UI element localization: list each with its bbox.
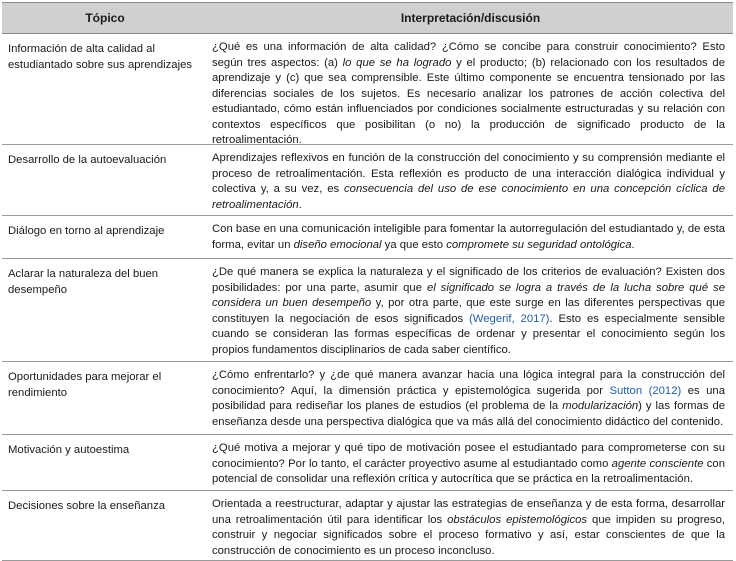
topic-cell: Aclarar la naturaleza del buen desempeño [8,268,159,296]
topic-cell: Información de alta calidad al estudiantado sobre sus aprendizajes [8,43,193,71]
header-topic: Tópico [85,11,125,25]
topic-cell: Diálogo en torno al aprendizaje [8,225,165,237]
table-row [2,216,733,259]
interpretation-cell: ¿Qué es una información de alta calidad? ¿Cómo se concibe para construir conocimiento? Esto según tres aspectos: (a) lo que se ha logrado y el producto; (b) relacionado con los resultados de aprendizaje y (c) que sea comprensible. Este último componente se encuentra tensionado por las diferencias sociales de los sujetos. Es necesario analizar los patrones de acción colectiva del estudiantado, cómo están influenciados por condiciones socialmente estructuradas y su relación con contextos específicos que posibilitan (o no) la producción de significado producto de la retroalimentación. [212,41,725,146]
topic-cell: Desarrollo de la autoevaluación [8,154,167,166]
table-row [2,34,733,145]
topics-table [2,2,733,561]
interpretation-cell: ¿De qué manera se explica la naturaleza y el significado de los criterios de evaluación? Existen dos posibilidades: por una parte, asumir que el significado se logra a través de la lucha sobre qué se considera un buen desempeño y, por otra parte, que este surge en las diferentes perspectivas que constituyen la negociación de esos significados (Wegerif, 2017). Esto es especialmente sensible cuando se consideran las formas específicas de ordenar y presentar el conocimiento según los propios fundamentos disciplinarios de cada saber científico. [212,266,726,356]
header-interpretation: Interpretación/discusión [400,11,541,25]
topic-cell: Oportunidades para mejorar el rendimiento [8,371,162,399]
table-header [2,2,733,34]
topic-cell: Motivación y autoestima [8,444,130,456]
interpretation-cell: Aprendizajes reflexivos en función de la construcción del conocimiento y su comprensión mediante el proceso de retroalimentación. Esta reflexión es producto de una interacción dialógica individual y colectiva y, a su vez, es consecuencia del uso de ese conocimiento en una concepción cíclica de retroalimentación. [212,152,725,211]
citation-link[interactable]: (Wegerif, 2017) [469,312,550,325]
interpretation-cell: ¿Cómo enfrentarlo? y ¿de qué manera avanzar hacia una lógica integral para la construcción del conocimiento? Aquí, la dimensión práctica y epistemológica sugerida por Sutton (2012) es una posibilidad para rediseñar los planes de estudios (el problema de la modularización) y las formas de enseñanza desde una perspectiva dialógica que va más allá del conocimiento didáctico del contenido. [212,369,726,428]
table-row [2,145,733,216]
table-row [2,435,733,491]
interpretation-cell: Orientada a reestructurar, adaptar y ajustar las estrategias de enseñanza y de esta forma, desarrollar una retroalimentación útil para identificar los obstáculos epistemológicos que impiden su progreso, construir y negociar significados sobre el proceso formativo y así, estar conscientes de que la construcción de conocimiento es un proceso inconcluso. [212,498,725,557]
table-row [2,259,733,362]
table-row [2,491,733,561]
topic-cell: Decisiones sobre la enseñanza [8,500,165,512]
interpretation-cell: ¿Qué motiva a mejorar y qué tipo de motivación posee el estudiantado para comprometerse con su conocimiento? Por lo tanto, el carácter proyectivo asume al estudiantado como agente consciente con potencial de consolidar una reflexión crítica y autocrítica que se práctica en la retroalimentación. [212,442,725,485]
citation-link[interactable]: Sutton (2012) [609,384,682,397]
interpretation-cell: Con base en una comunicación inteligible para fomentar la autorregulación del estudiantado y, de esta forma, evitar un diseño emocional ya que esto compromete su seguridad ontológica. [212,223,725,251]
table-row [2,362,733,435]
